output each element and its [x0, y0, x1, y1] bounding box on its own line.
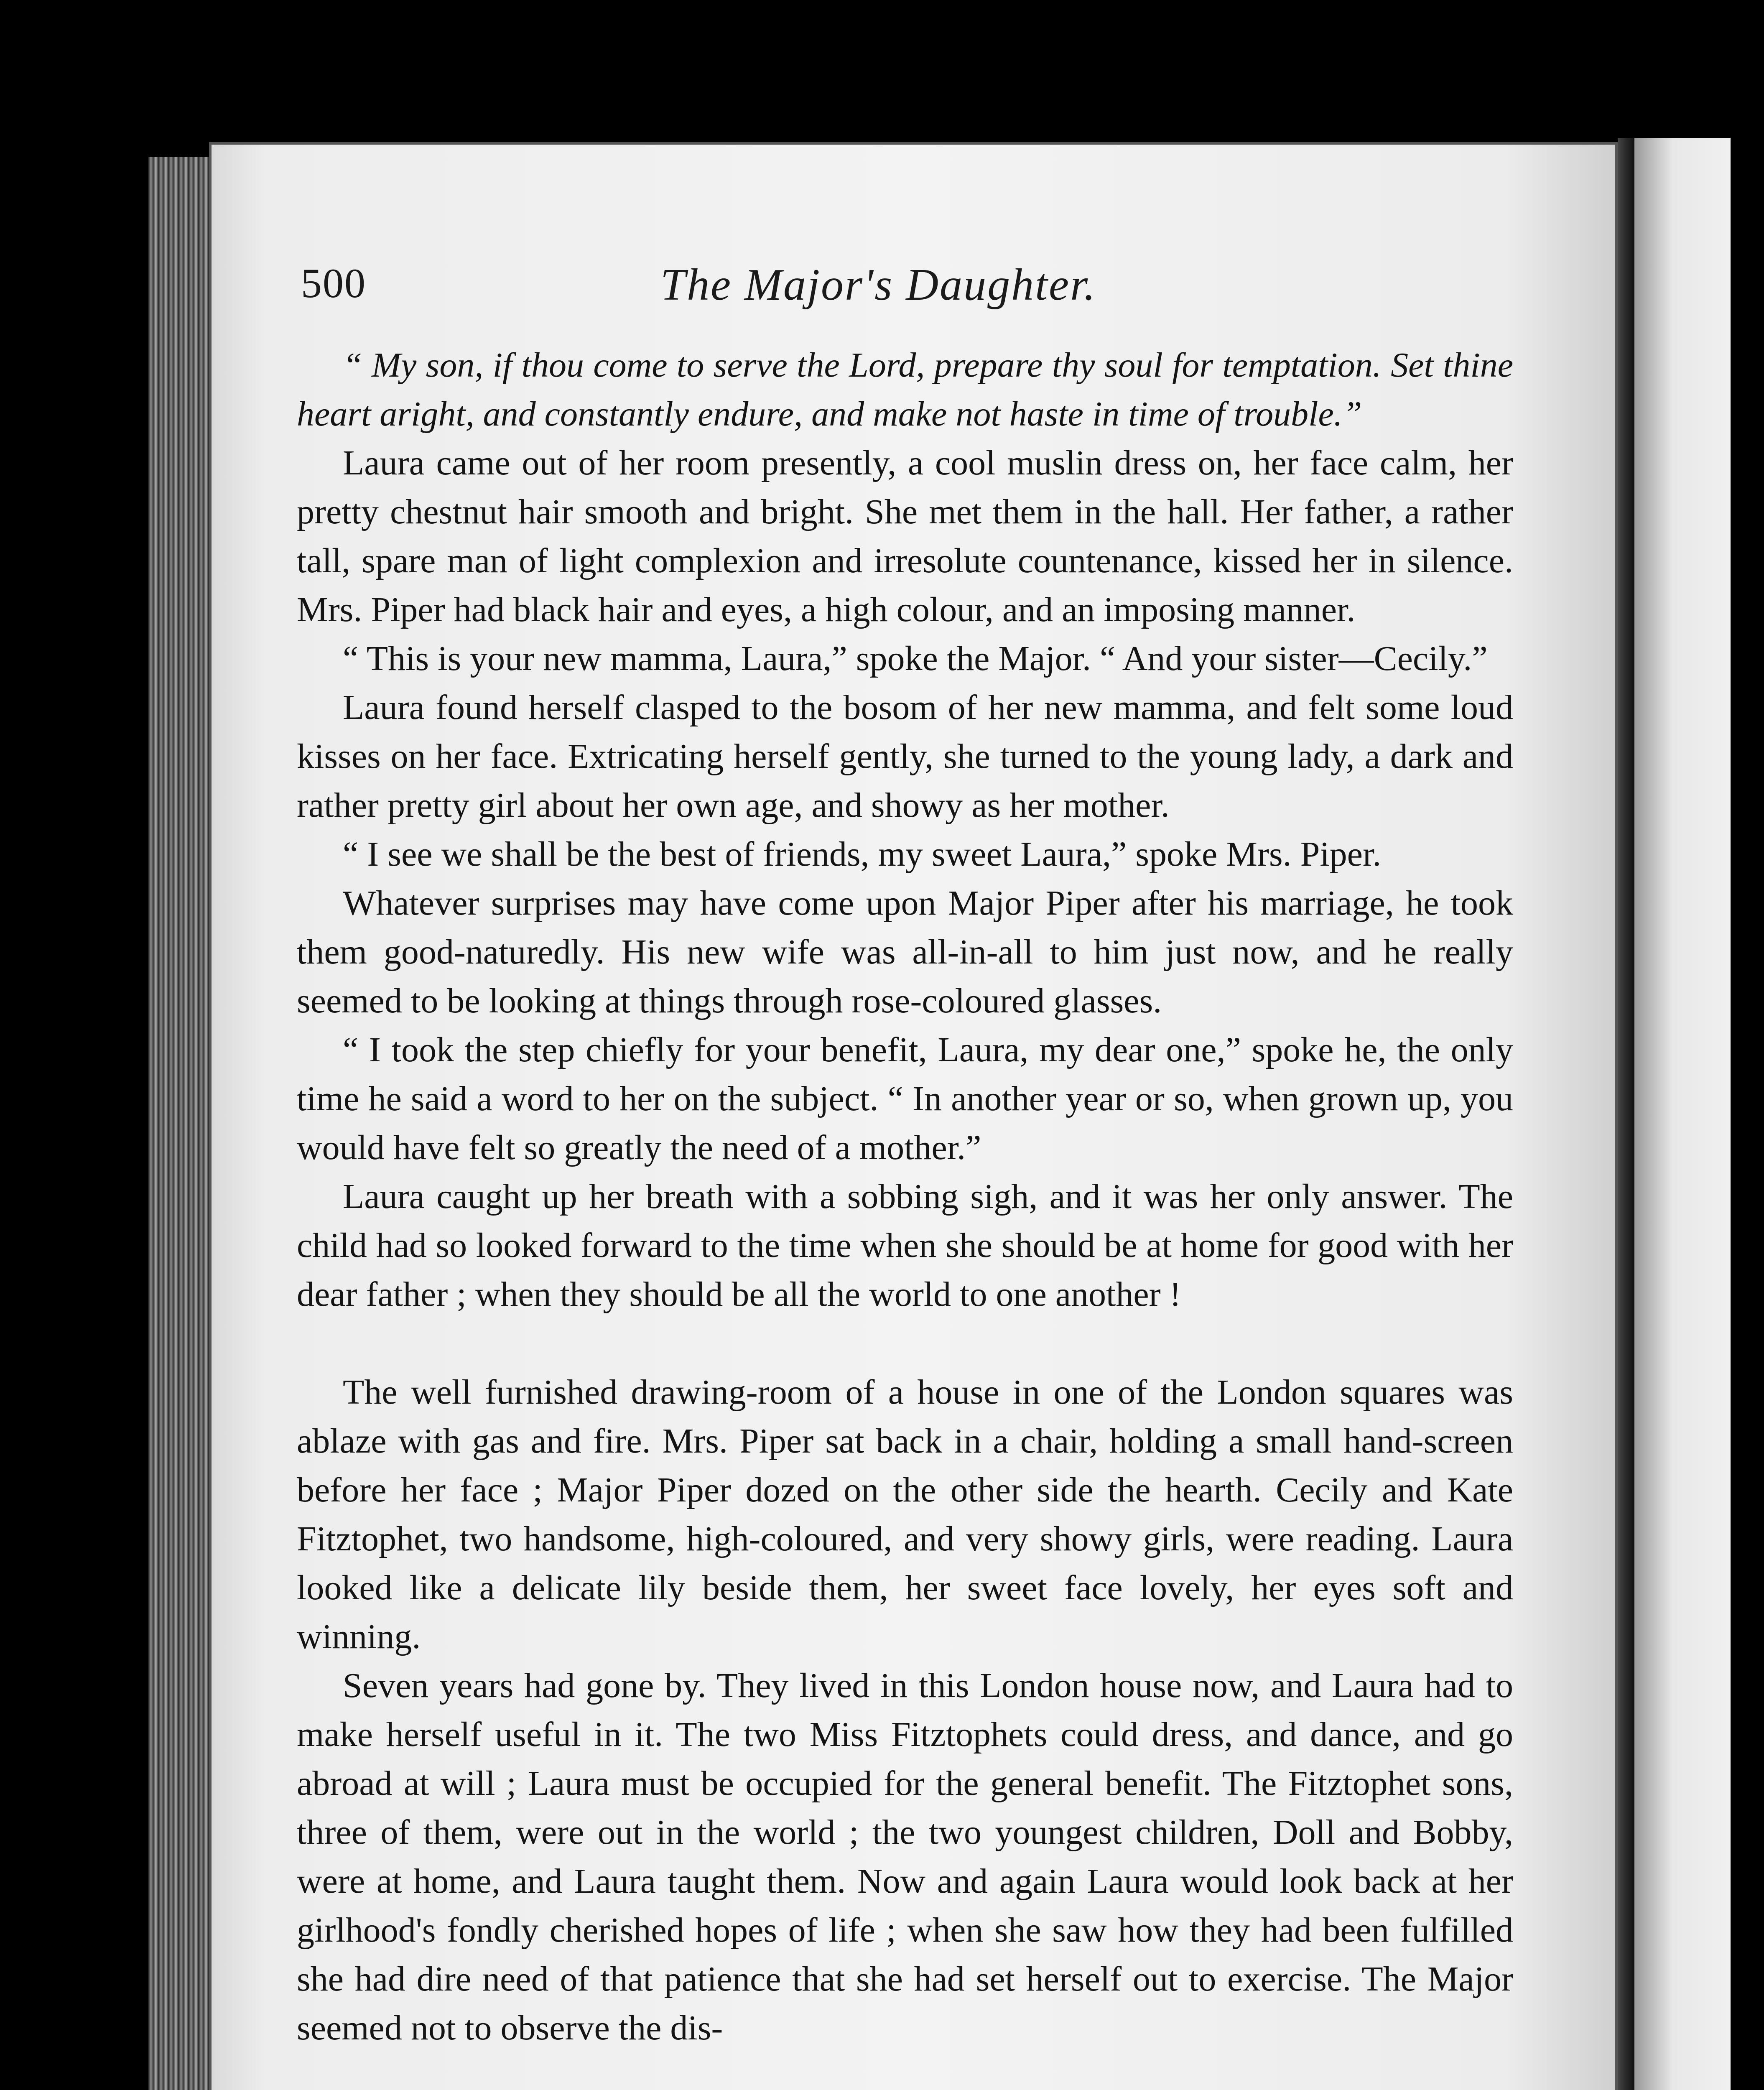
running-head	[301, 259, 1555, 326]
paragraph: “ This is your new mamma, Laura,” spoke the Major. “ And your sister—Cecily.”	[343, 639, 1488, 678]
book-binding-edge	[148, 157, 211, 2090]
paragraph: The well furnished drawing-room of a house in one of the London squares was ablaze with gas and fire. Mrs. Piper sat back in a chair, holding a small hand-screen before her face ; Major Piper dozed on the other side the hearth. Cecily and Kate Fitztophet, two handsome, high-coloured, and very showy girls, were reading. Laura looked like a delicate lily beside them, her sweet face lovely, her eyes soft and winning.	[297, 1373, 1513, 1656]
page-number: 500	[301, 260, 366, 306]
paragraph: Whatever surprises may have come upon Major Piper after his marriage, he took them good-naturedly. His new wife was all-in-all to him just now, and he really seemed to be looking at things through rose-coloured glasses.	[297, 884, 1513, 1020]
paragraph: “ I see we shall be the best of friends, my sweet Laura,” spoke Mrs. Piper.	[343, 835, 1382, 874]
facing-page-edge	[1634, 138, 1731, 2090]
epigraph-quote: “ My son, if thou come to serve the Lord, prepare thy soul for temptation. Set thine heart aright, and constantly endure, and make not haste in time of trouble.”	[297, 346, 1513, 433]
paragraph: Laura came out of her room presently, a cool muslin dress on, her face calm, her pretty chestnut hair smooth and bright. She met them in the hall. Her father, a rather tall, spare man of light complexion and irresolute countenance, kissed her in silence. Mrs. Piper had black hair and eyes, a high colour, and an imposing manner.	[297, 443, 1513, 629]
paragraph: Laura caught up her breath with a sobbing sigh, and it was her only answer. The child had so looked forward to the time when she should be at home for good with her dear father ; when they should be all the world to one another !	[297, 1177, 1513, 1314]
paragraph: Seven years had gone by. They lived in this London house now, and Laura had to make herself useful in it. The two Miss Fitztophets could dress, and dance, and go abroad at will ; Laura must be occupied for the general benefit. The Fitztophet sons, three of them, were out in the world ; the two youngest children, Doll and Bobby, were at home, and Laura taught them. Now and again Laura would look back at her girlhood's fondly cherished hopes of life ; when she saw how they had been fulfilled she had dire need of that patience that she had set herself out to exercise. The Major seemed not to observe the dis-	[297, 1666, 1513, 2047]
running-title: The Major's Daughter.	[660, 260, 1097, 310]
body-text	[297, 341, 1513, 2052]
paragraph: Laura found herself clasped to the bosom of her new mamma, and felt some loud kisses on her face. Extricating herself gently, she turned to the young lady, a dark and rather pretty girl about her own age, and showy as her mother.	[297, 688, 1513, 825]
paragraph: “ I took the step chiefly for your benefit, Laura, my dear one,” spoke he, the only time he said a word to her on the subject. “ In another year or so, when grown up, you would have felt so greatly the need of a mother.”	[297, 1030, 1513, 1167]
page-gutter	[1618, 138, 1634, 2090]
